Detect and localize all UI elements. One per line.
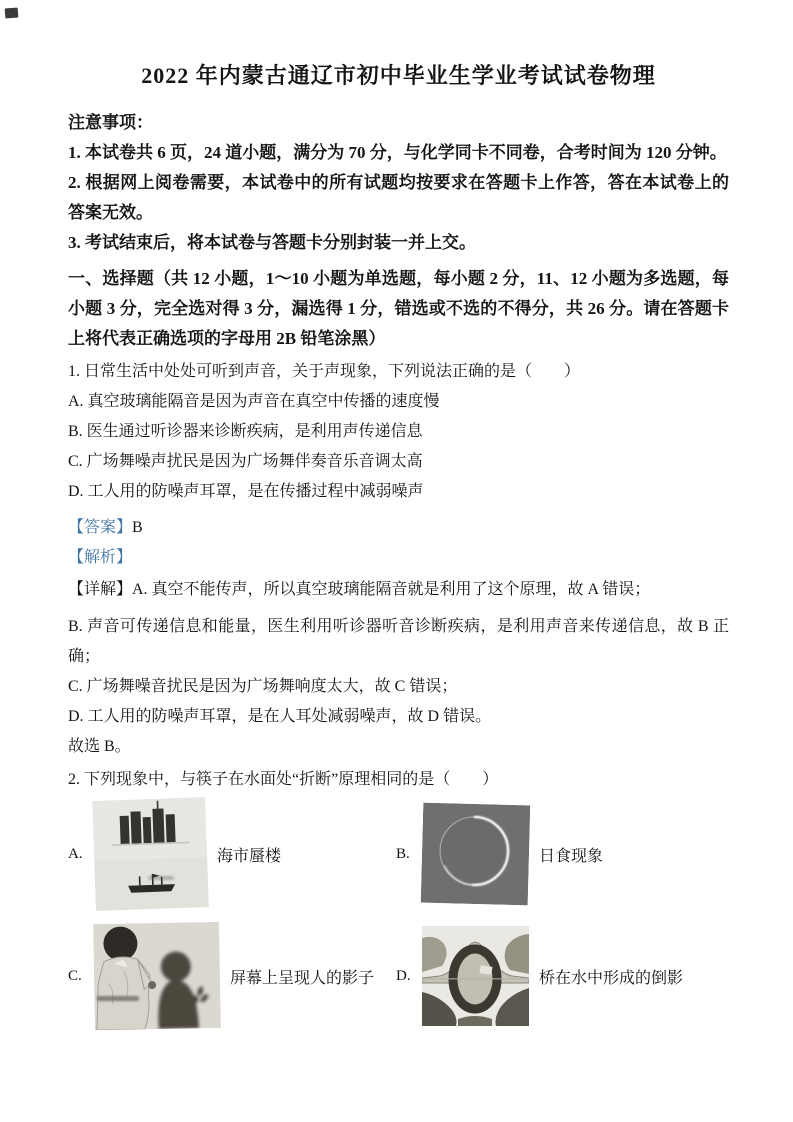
option-caption-c: 屏幕上呈现人的影子 xyxy=(230,969,375,987)
question-2-option-a xyxy=(68,799,396,909)
question-2-option-b xyxy=(396,804,603,904)
notice-item-2: 2. 根据网上阅卷需要，本试卷中的所有试题均按要求在答题卡上作答，答在本试卷上的答案无效。 xyxy=(68,173,729,222)
analysis-line xyxy=(68,543,729,573)
answer-value: B xyxy=(132,519,143,536)
option-caption-b: 日食现象 xyxy=(539,847,604,865)
question-1-option-a: A. 真空玻璃能隔音是因为声音在真空中传播的速度慢 xyxy=(68,393,440,410)
question-1-option-c: C. 广场舞噪声扰民是因为广场舞伴奏音乐音调太高 xyxy=(68,453,423,470)
question-1-option-d: D. 工人用的防噪声耳罩，是在传播过程中减弱噪声 xyxy=(68,483,424,500)
detail-line-a: 【详解】A. 真空不能传声，所以真空玻璃能隔音就是利用了这个原理，故 A 错误； xyxy=(68,581,651,598)
solar-eclipse-photo xyxy=(421,803,531,906)
page-title: 2022 年内蒙古通辽市初中毕业生学业考试试卷物理 xyxy=(141,63,656,88)
conclusion-line: 故选 B。 xyxy=(68,738,131,755)
option-letter-d: D. xyxy=(396,967,411,984)
question-1-stem: 1. 日常生活中处处可听到声音，关于声现象，下列说法正确的是（ ） xyxy=(68,363,581,380)
option-letter-c: C. xyxy=(68,967,82,984)
question-2-stem: 2. 下列现象中，与筷子在水面处“折断”原理相同的是（ ） xyxy=(68,771,499,788)
answer-line xyxy=(68,513,729,543)
detail-line-b: B. 声音可传递信息和能量，医生利用听诊器听音诊断疾病，是利用声音来传递信息，故 B 正确； xyxy=(68,618,729,665)
question-1-option-b: B. 医生通过听诊器来诊断疾病，是利用声传递信息 xyxy=(68,423,423,440)
option-caption-d: 桥在水中形成的倒影 xyxy=(539,969,684,987)
question-2-options-row-1 xyxy=(68,795,729,913)
option-letter-a: A. xyxy=(68,845,83,862)
analysis-label: 【解析】 xyxy=(68,549,133,566)
scan-smudge-under-c xyxy=(97,996,139,1001)
bridge-reflection-photo xyxy=(422,926,529,1026)
shadow-image xyxy=(93,922,221,1030)
section-1-heading: 一、选择题（共 12 小题，1～10 小题为单选题，每小题 2 分，11、12 小题为多选题，每小题 3 分，完全选对得 3 分，漏选得 1 分，错选或不选的不得分，共 26 分。请在答题卡上将代表正确选项的字母用 2B 铅笔涂黑） xyxy=(68,269,729,348)
scan-corner-artifact xyxy=(5,8,19,19)
detail-line-d: D. 工人用的防噪声耳罩，是在人耳处减弱噪声，故 D 错误。 xyxy=(68,708,492,725)
mirage-photo xyxy=(92,797,209,911)
bridge-image xyxy=(422,926,529,1026)
notice-item-1: 1. 本试卷共 6 页，24 道小题，满分为 70 分，与化学同卡不同卷，合考时间为 120 分钟。 xyxy=(68,143,727,162)
mirage-image xyxy=(92,797,209,911)
detail-line-c: C. 广场舞噪音扰民是因为广场舞响度太大，故 C 错误； xyxy=(68,678,458,695)
question-2-options-row-2 xyxy=(68,917,729,1035)
person-shadow-photo xyxy=(93,922,221,1030)
scan-smudge-under-a xyxy=(148,876,174,880)
eclipse-image xyxy=(421,803,531,906)
answer-label: 【答案】 xyxy=(68,519,133,536)
question-2-option-d xyxy=(396,926,683,1026)
option-caption-a: 海市蜃楼 xyxy=(217,847,282,865)
notice-item-3: 3. 考试结束后，将本试卷与答题卡分别封装一并上交。 xyxy=(68,233,476,252)
option-letter-b: B. xyxy=(396,845,410,862)
notice-heading: 注意事项： xyxy=(68,113,153,132)
question-2-option-c xyxy=(68,923,396,1029)
document-content xyxy=(0,58,793,1035)
